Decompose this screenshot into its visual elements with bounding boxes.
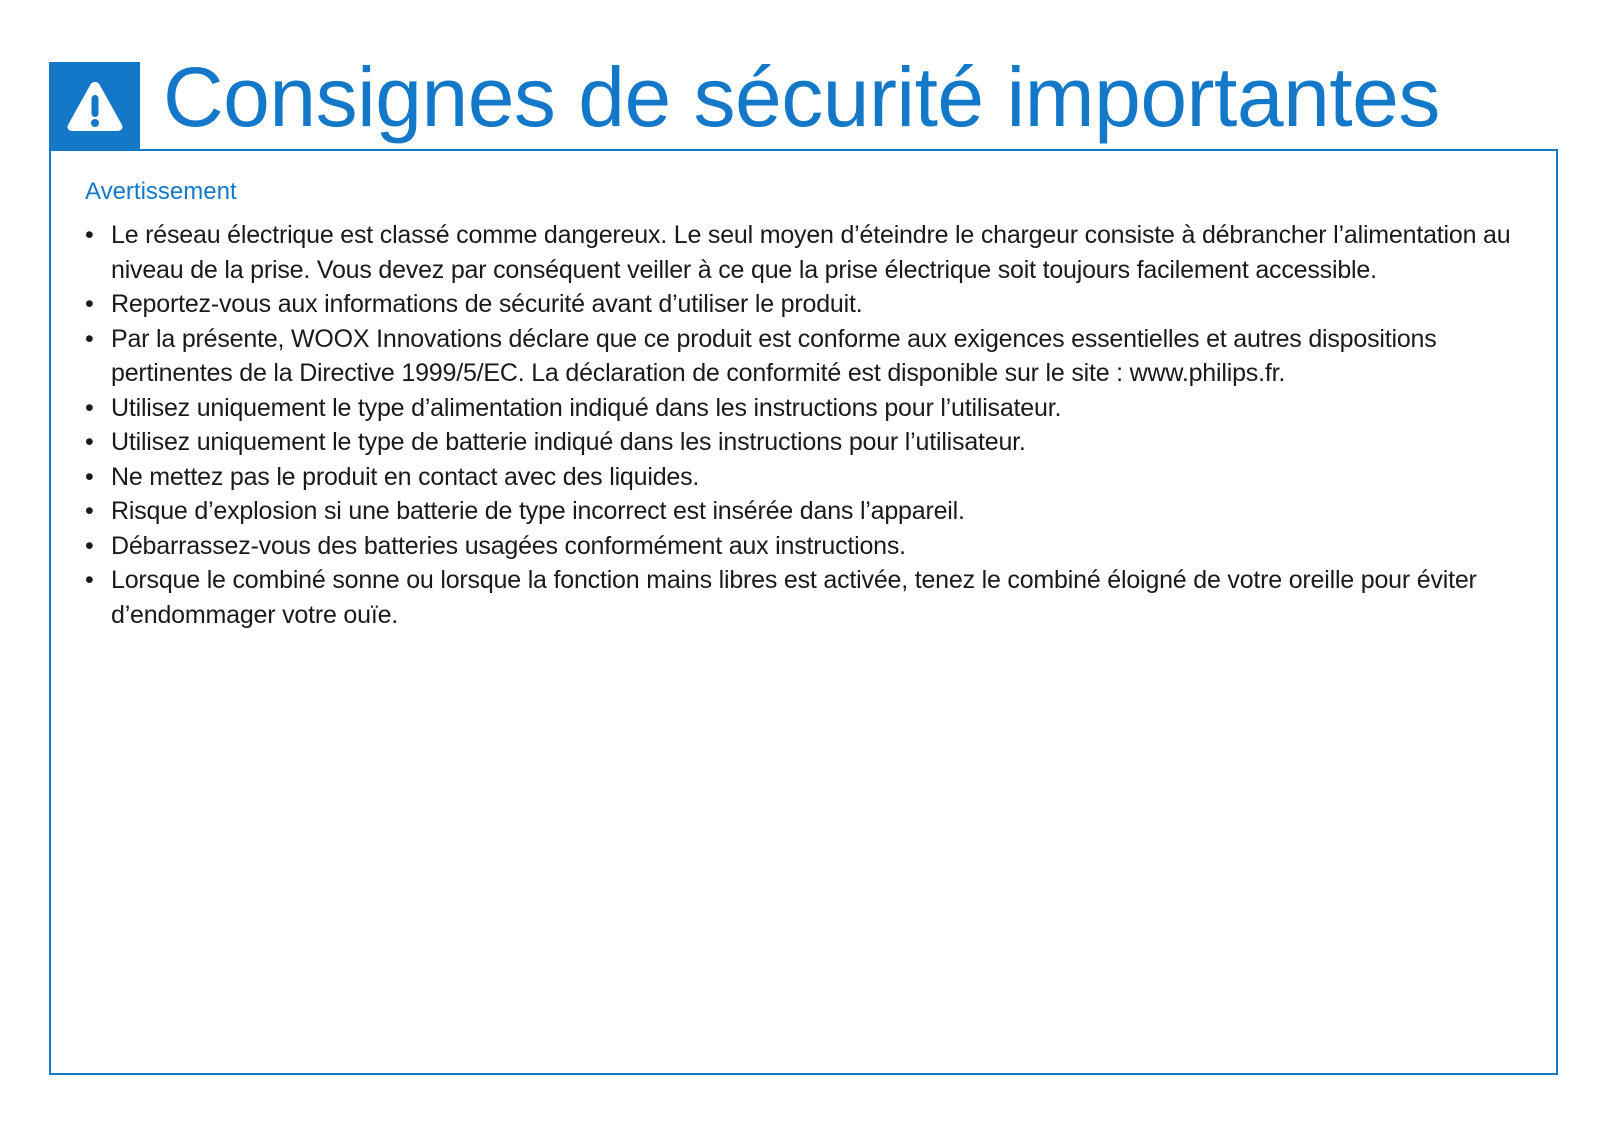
warning-item	[85, 391, 1525, 426]
warning-item-text: Risque d’explosion si une batterie de type incorrect est insérée dans l’appareil.	[111, 497, 965, 525]
bullet: •	[85, 221, 94, 249]
warning-item-text: Utilisez uniquement le type d’alimentation indiqué dans les instructions pour l’utilisateur.	[111, 393, 1062, 422]
bullet: •	[85, 393, 94, 422]
section-heading-warning: Avertissement	[85, 178, 237, 205]
warning-item	[85, 563, 1525, 632]
bullet: •	[85, 531, 94, 560]
warning-item-text: Par la présente, WOOX Innovations déclare que ce produit est conforme aux exigences essentielles et autres dispositions pertinentes de la Directive 1999/5/EC. La déclaration de conformité est disponible sur le site : www.philips.fr.	[111, 324, 1437, 387]
bullet: •	[85, 324, 94, 353]
warning-badge	[49, 62, 140, 149]
bullet: •	[85, 428, 94, 456]
warning-item	[85, 218, 1525, 287]
bullet: •	[85, 497, 94, 525]
warning-item	[85, 529, 1525, 564]
warning-item	[85, 460, 1525, 495]
warning-list	[85, 218, 1525, 632]
warning-item	[85, 494, 1525, 529]
bullet: •	[85, 290, 94, 318]
warning-item-text: Utilisez uniquement le type de batterie indiqué dans les instructions pour l’utilisateur.	[111, 428, 1026, 456]
warning-item-text: Reportez-vous aux informations de sécurité avant d’utiliser le produit.	[111, 290, 863, 318]
warning-triangle-icon	[64, 78, 126, 134]
warning-item-text: Le réseau électrique est classé comme dangereux. Le seul moyen d’éteindre le chargeur consiste à débrancher l’alimentation au niveau de la prise. Vous devez par conséquent veiller à ce que la prise électrique soit toujours facilement accessible.	[111, 221, 1511, 284]
warning-item-text: Débarrassez-vous des batteries usagées conformément aux instructions.	[111, 531, 906, 560]
warning-item	[85, 322, 1525, 391]
warning-item	[85, 287, 1525, 322]
warning-item-text: Lorsque le combiné sonne ou lorsque la fonction mains libres est activée, tenez le combiné éloigné de votre oreille pour éviter d’endommager votre ouïe.	[111, 566, 1477, 629]
bullet: •	[85, 566, 94, 594]
page-title: Consignes de sécurité importantes	[163, 50, 1440, 144]
warning-box	[49, 149, 1558, 1075]
warning-item	[85, 425, 1525, 460]
warning-item-text: Ne mettez pas le produit en contact avec des liquides.	[111, 462, 700, 491]
bullet: •	[85, 462, 94, 491]
